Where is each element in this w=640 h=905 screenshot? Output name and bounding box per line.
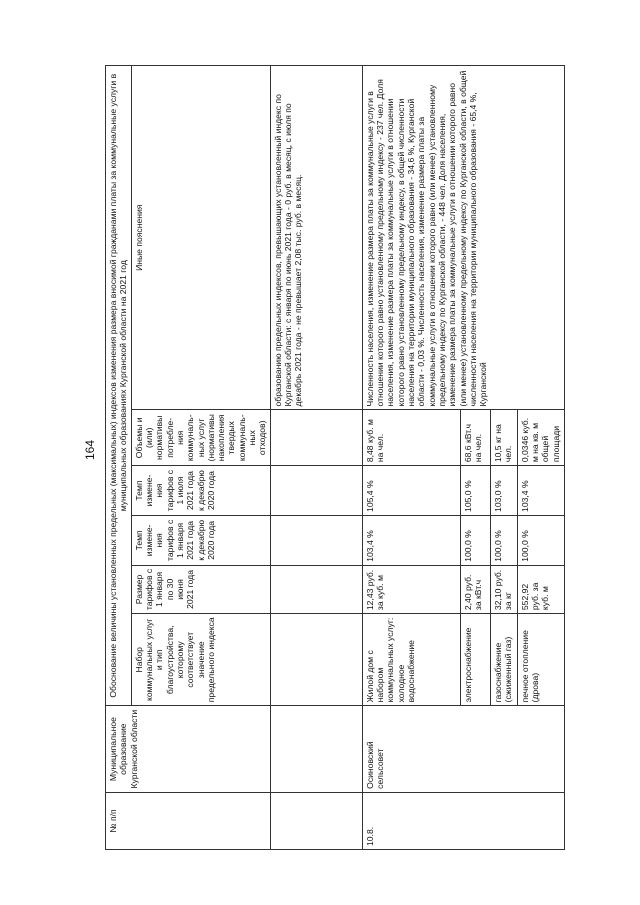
service-rate-july: 105,0 % bbox=[460, 466, 490, 516]
row-municipality: Осиновский сельсовет bbox=[362, 706, 564, 792]
page-number: 164 bbox=[83, 439, 97, 460]
service-rate-january: 100,0 % bbox=[490, 515, 517, 565]
row-number: 10.8. bbox=[362, 792, 564, 849]
service-tariff: 12,43 руб. за куб. м bbox=[362, 565, 460, 613]
header-tariff: Размер тарифов с 1 января по 30 июня 2021 года bbox=[131, 565, 270, 613]
service-volume: 68,6 кВт.ч на чел. bbox=[460, 410, 490, 466]
service-volume: 8,48 куб. м на чел. bbox=[362, 410, 460, 466]
header-municipality: Муниципальное образование Курганской области bbox=[106, 706, 271, 792]
service-name: Жилой дом с набором коммунальных услуг: холодное водоснабжение bbox=[362, 614, 460, 706]
service-name: электроснабжение bbox=[460, 614, 490, 706]
service-tariff: 32,10 руб. за кг bbox=[490, 565, 517, 613]
continuation-note: образованию предельных индексов, превышающих установленный индекс по Курганской области: с января по июнь 2021 года - 0 руб. в месяц, с июля по декабрь 2021 года - не превышает 2,08 тыс. руб. в месяц. bbox=[270, 66, 362, 410]
header-rate-july: Темп измене-ния тарифов с 1 июля 2021 года к декабрю 2020 года bbox=[131, 466, 270, 516]
rotated-table-container bbox=[105, 65, 602, 850]
header-rate-january: Темп измене-ния тарифов с 1 января 2021 года к декабрю 2020 года bbox=[131, 515, 270, 565]
service-rate-july: 103,0 % bbox=[490, 466, 517, 516]
service-rate-july: 105,4 % bbox=[362, 466, 460, 516]
table-row bbox=[362, 66, 460, 850]
header-row-1 bbox=[106, 66, 132, 850]
service-volume: 10,5 кг на чел. bbox=[490, 410, 517, 466]
tariff-table bbox=[105, 65, 565, 850]
service-rate-january: 100,0 % bbox=[517, 515, 564, 565]
header-num: № п/п bbox=[106, 792, 271, 849]
service-rate-january: 100,0 % bbox=[460, 515, 490, 565]
header-basis: Обоснование величины установленных предельных (максимальных) индексов изменения размера вносимой гражданами платы за коммунальные услуги в муниципальных образованиях Курганской области на 2021 год bbox=[106, 66, 132, 706]
service-name: печное отопление (дрова) bbox=[517, 614, 564, 706]
header-volume: Объемы и (или) нормативы потребле-ния коммуналь-ных услуг (нормативы накопления твердых коммуналь-ных отходов) bbox=[131, 410, 270, 466]
service-rate-july: 103,4 % bbox=[517, 466, 564, 516]
header-service-set: Набор коммунальных услуг и тип благоустройства, которому соответствует значение предельного индекса bbox=[131, 614, 270, 706]
row-notes: Численность населения, изменение размера платы за коммунальные услуги в отношении которого равно установленному предельному индексу - 237 чел. Доля населения, изменение размера платы за коммунальные услуги в отношении которого равно установленному предельному индексу, в общей численности населения на территории муниципального образования - 34,6 %, Курганской области - 0,03 %. Численность населения, изменение размера платы за коммунальные услуги в отношении которого равно (или менее) установленному предельному индексу по Курганской области, - 448 чел. Доля населения, изменение размера платы за коммунальные услуги в отношении которого равно (или менее) установленному предельному индексу по Курганской области, в общей численности населения на территории муниципального образования - 65,4 %, Курганской bbox=[362, 66, 564, 410]
service-volume: 0,0346 куб. м на кв. м общей площади bbox=[517, 410, 564, 466]
service-name: газоснабжение (сжиженный газ) bbox=[490, 614, 517, 706]
header-notes: Иные пояснения bbox=[131, 66, 270, 410]
service-rate-january: 103,4 % bbox=[362, 515, 460, 565]
service-tariff: 2,40 руб. за кВт.ч bbox=[460, 565, 490, 613]
service-tariff: 552,92 руб. за куб. м bbox=[517, 565, 564, 613]
continuation-row bbox=[270, 66, 362, 850]
